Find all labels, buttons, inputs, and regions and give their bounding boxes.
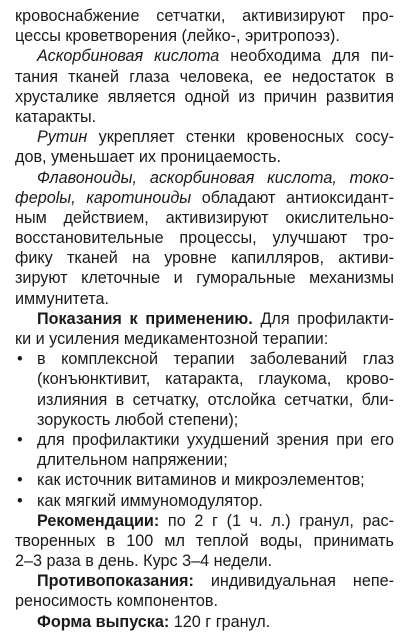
text-line: тания тканей глаза человека, ее недостаток в [15, 67, 394, 86]
text-line: цессы кроветворения (лейко-, эритропоэз). [15, 27, 340, 46]
text-line: излияния в сетчатку, отслойка сетчатки, бли- [37, 390, 394, 409]
text-line: ным действием, активизируют окислительно- [15, 208, 394, 227]
text-fragment: 120 г гранул. [169, 612, 271, 631]
italic-term: ферolы, каротиноиды [15, 188, 192, 207]
section-heading: Противопоказания: [37, 572, 194, 591]
text-fragment: индивидуальная непе- [193, 572, 394, 591]
bullet-line [15, 430, 394, 450]
text-fragment: для профилактики ухудшений зрения при его [37, 430, 394, 449]
text-line: реносимость компонентов. [15, 592, 219, 611]
text-fragment: Для профилакти- [252, 309, 394, 328]
text-fragment: в комплексной терапии заболеваний глаз [37, 350, 394, 369]
bullet-line [15, 349, 394, 369]
bullet-line [15, 491, 394, 511]
text-line: восстановительные процессы, улучшают тро- [15, 229, 394, 248]
text-line: зорукость любой степени); [37, 410, 239, 429]
bullet-icon: • [17, 430, 23, 449]
italic-term: Флавоноиды, аскорбиновая кислота, токо- [37, 168, 394, 187]
text-fragment: обладают антиоксидант- [191, 188, 394, 207]
section-heading: Показания к применению. [37, 309, 253, 328]
bullet-line [15, 470, 394, 490]
text-fragment: необходима для пи- [219, 47, 394, 66]
text-line [15, 309, 394, 329]
text-line [15, 571, 394, 591]
text-line [15, 612, 394, 632]
text-fragment: по 2 г (1 ч. л.) гранул, рас- [159, 511, 394, 530]
text-fragment: как источник витаминов и микроэлементов; [37, 471, 365, 490]
bullet-icon: • [17, 491, 23, 510]
text-line: (конъюнктивит, катаракта, глаукома, крово- [37, 370, 394, 389]
section-heading: Форма выпуска: [37, 612, 170, 631]
text-fragment: укрепляет стенки кровеносных сосу- [87, 128, 394, 147]
text-line: ки и усиления медикаментозной терапии: [15, 330, 329, 348]
text-line: дов, уменьшает их проницаемость. [15, 148, 282, 167]
italic-term: Аскорбиновая кислота [37, 47, 220, 66]
section-heading: Рекомендации: [37, 511, 160, 530]
text-line: иммунитета. [15, 289, 109, 308]
italic-term: Рутин [37, 128, 88, 147]
text-line: кровоснабжение сетчатки, активизируют про- [15, 7, 394, 25]
text-line: катаракты. [15, 107, 97, 126]
text-line: 2–3 раза в день. Курс 3–4 недели. [15, 552, 273, 571]
bullet-icon: • [17, 350, 23, 369]
bullet-list [15, 349, 394, 511]
bullet-icon: • [17, 471, 23, 490]
text-line [15, 188, 394, 208]
text-line [15, 127, 394, 147]
text-line: фику тканей на уровне капилляров, активи- [15, 249, 394, 268]
text-line [15, 46, 394, 66]
text-fragment: как мягкий иммуномодулятор. [37, 491, 263, 510]
text-line [15, 511, 394, 531]
text-line: длительном напряжении; [37, 451, 228, 470]
text-line [15, 168, 394, 188]
text-line: хрусталике является одной из причин развития [15, 87, 394, 106]
text-line: творенных в 100 мл теплой воды, принимать [15, 531, 394, 550]
text-line: зируют клеточные и гуморальные механизмы [15, 269, 394, 288]
